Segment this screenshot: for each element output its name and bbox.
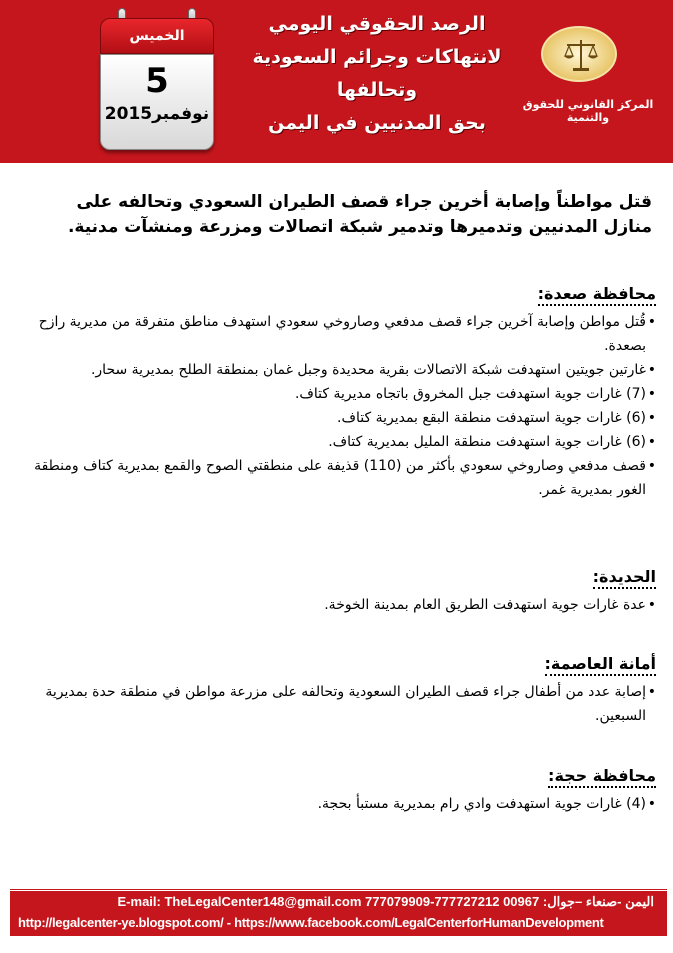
organization-name: المركز القانوني للحقوق والتنمية (522, 98, 654, 124)
calendar-month-year: نوفمبر2015 (104, 104, 210, 124)
report-header (0, 0, 673, 163)
footer-links[interactable]: http://legalcenter-ye.blogspot.com/ - https://www.facebook.com/LegalCenterforHumanDevelopment (18, 915, 604, 930)
footer-contact (54, 894, 654, 910)
report-title (222, 8, 532, 140)
section-title: الحديدة: (593, 567, 656, 589)
calendar-day: 5 (145, 61, 169, 101)
section-saada (10, 284, 656, 502)
list-item: • غارتين جويتين استهدفت شبكة الاتصالات بقرية محديدة وجبل غمان بمنطقة الطلح بمديرية سحار. (10, 358, 656, 382)
calendar-date (100, 54, 214, 150)
section-hodeidah (10, 567, 656, 617)
list-item: • إصابة عدد من أطفال جراء قصف الطيران السعودية وتحالفه على مزرعة مواطن في منطقة حدة بمديرية السبعين. (10, 680, 656, 728)
report-title-line: الرصد الحقوقي اليومي (268, 13, 486, 35)
list-item: • (4) غارات جوية استهدفت وادي رام بمديرية مستبأ بحجة. (10, 792, 656, 816)
scales-of-justice-icon (541, 26, 617, 82)
report-title-line: لانتهاكات وجرائم السعودية وتحالفها (252, 46, 502, 101)
list-item: • (6) غارات جوية استهدفت منطقة المليل بمديرية كتاف. (10, 430, 656, 454)
footer-phones: 777079909-777727212 00967 (365, 894, 540, 909)
section-capital (10, 654, 656, 728)
calendar-icon (96, 8, 218, 156)
report-footer (10, 888, 667, 936)
section-title: محافظة حجة: (548, 766, 656, 788)
section-title: محافظة صعدة: (538, 284, 656, 306)
list-item: • قصف مدفعي وصاروخي سعودي بأكثر من (110) قذيفة على منطقتي الصوح والقمع بمديرية كتاف ومنطقة الغور بمديرية غمر. (10, 454, 656, 502)
list-item: • (7) غارات جوية استهدفت جبل المخروق باتجاه مديرية كتاف. (10, 382, 656, 406)
report-headline: قتل مواطناً وإصابة أخرين جراء قصف الطيران السعودي وتحالفه على منازل المدنيين وتدميرها وتدمير شبكة اتصالات ومزرعة ومنشآت مدنية. (67, 192, 652, 237)
list-item: • عدة غارات جوية استهدفت الطريق العام بمدينة الخوخة. (10, 593, 656, 617)
report-title-line: بحق المدنيين في اليمن (268, 112, 486, 134)
list-item: • (6) غارات جوية استهدفت منطقة البقع بمديرية كتاف. (10, 406, 656, 430)
footer-email[interactable]: E-mail: TheLegalCenter148@gmail.com (117, 894, 362, 909)
footer-address: اليمن -صنعاء –جوال: (542, 894, 654, 909)
section-title: أمانة العاصمة: (545, 654, 657, 676)
section-hajjah (10, 766, 656, 816)
list-item: • قُتل مواطن وإصابة آخرين جراء قصف مدفعي وصاروخي سعودي استهدف مناطق متفرقة من مديرية رازح بصعدة. (10, 310, 656, 358)
calendar-weekday: الخميس (100, 18, 214, 54)
